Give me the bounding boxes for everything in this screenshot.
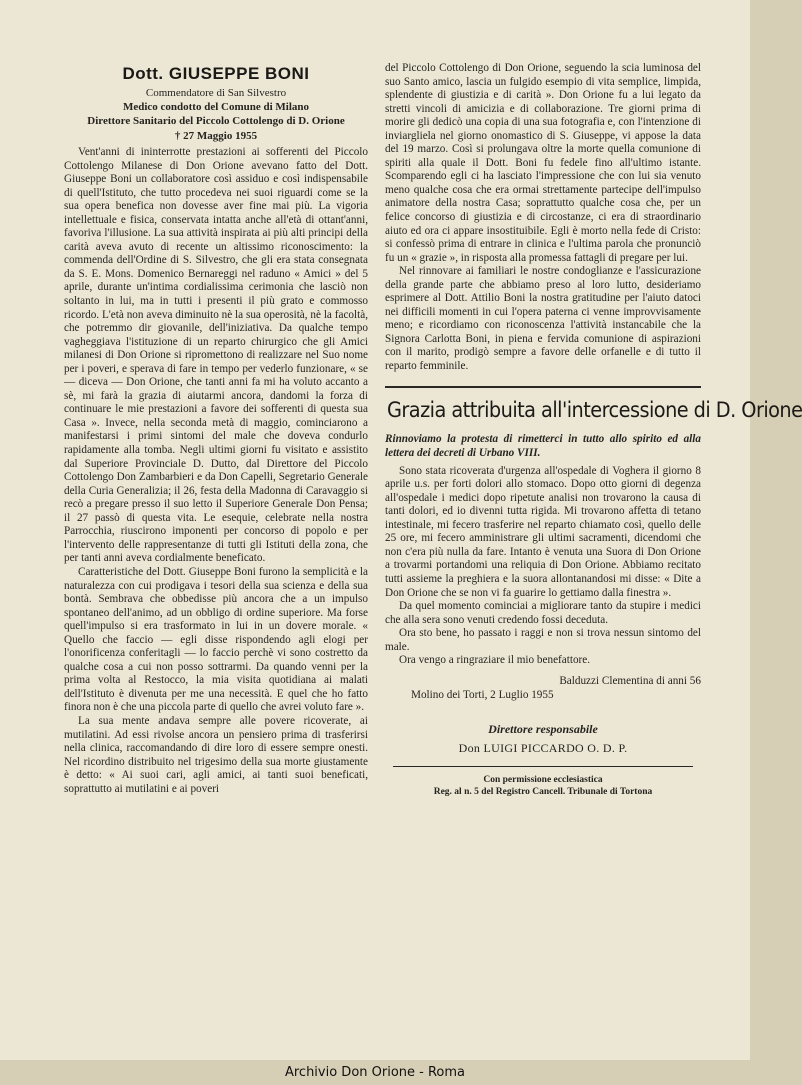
grazia-paragraph: Da quel momento cominciai a migliorare tanto da stupire i medici che alla sera sono venuti credendo fossi deceduta.	[385, 600, 701, 626]
obituary-name: Dott. GIUSEPPE BONI	[122, 64, 310, 83]
director-label: Direttore responsabile	[488, 721, 598, 736]
archive-footer: Archivio Don Orione - Roma	[0, 1060, 750, 1085]
obituary-continuation: Nel rinnovare ai familiari le nostre condoglianze e l'assicurazione della grande parte che abbiamo preso al loro lutto, desideriamo esprimere al Dott. Attilio Boni la nostra gratitudine per l'aiuto datoci nei difficili momenti in cui l'opera paterna ci venne improvvisamente meno; e ricordiamo con riconoscenza l'attività instancabile che la Signora Carlotta Boni, in piena e fervida comunione di aspirazioni con il marito, prodigò sempre a favore delle orfanelle e di tutto il reparto femminile.	[385, 265, 701, 373]
grazia-paragraph: Sono stata ricoverata d'urgenza all'ospedale di Voghera il giorno 8 aprile u.s. per forti dolori allo stomaco. Dopo otto giorni di degenza all'ospedale i medici dopo ripetute analisi non trovarono la causa di tanti dolori, ed io divenni tutta rigida. Mi trovarono affetta di tetano intestinale, mi fecero trasferire nel reparto chiamato così, quello delle 25 ore, mi fecero amministrare gli ultimi sacramenti, dicendomi che non c'era più nulla da fare. Intanto è venuta una Suora di Don Orione a trovarmi portandomi una reliquia di Don Orione. Abbiamo recitato tutti assieme la preghiera e la suora allontanandosi mi disse: « Dite a Don Orione che se non vi fa guarire lo gettiamo dalla finestra ».	[385, 464, 701, 599]
director-block	[385, 722, 701, 756]
registration-note: Reg. al n. 5 del Registro Cancell. Tribunale di Tortona	[433, 786, 653, 797]
grazia-paragraph: Ora vengo a ringraziare il mio benefattore.	[399, 654, 591, 667]
right-column	[385, 62, 802, 797]
obituary-paragraph: Vent'anni di ininterrotte prestazioni ai sofferenti del Piccolo Cottolengo Milanese di Don Orione avevano fatto del Dott. Giuseppe Boni un collaboratore così assiduo e così indispensabile di quell'Istituto, che tutto procedeva nei suoi riguardi come se la sua opera benefica non dovesse aver fine mai più. La vigoria intellettuale e fisica, conservata intatta anche all'età di ottant'anni, favoriva l'illusione. La sua attività inspirata ai più alti principi della carità aveva avuto di recente un altissimo riconoscimento: la commenda dell'Ordine di S. Silvestro, che gli era stata consegnata da S. E. Mons. Domenico Bernareggi nel raduno « Amici » del 5 aprile, durante un'intima cordialissima cerimonia che lasciò non soltanto in lui, ma in tutti i presenti il più grato e commosso ricordo. L'età non aveva diminuito nè la sua operosità, nè la facoltà, che potremmo dir giovanile, dell'iniziativa. Da qualche tempo vagheggiava l'istituzione di un reparto chirurgico che gli Amici milanesi di Don Orione si ripromettono di realizzare nel Suo nome per i poveri, e sperava di fare in tempo per vederlo funzionare, « se — diceva — Don Orione, che tanti anni fa mi ha voluto accanto a sè, mi farà la grazia di aiutarmi ancora, dandomi la forza di continuare le mie prestazioni a favore dei sofferenti di questa sua Casa ». Invece, nella seconda metà di maggio, cominciarono a manifestarsi i primi sintomi del male che doveva condurlo rapidamente alla tomba. Negli ultimi giorni fu visitato e assistito dal Superiore Provinciale D. Dutto, dal Direttore del Piccolo Cottolengo Don Zambarbieri e da Don Capelli, Segretario Generale della Curia Generalizia; il 26, festa della Madonna di Caravaggio si recò a pregare presso il suo letto il Superiore Generale Don Pensa; il 27 passò di questa vita. Le esequie, celebrate nella nostra Parrocchia, riuscirono imponenti per concorso di popolo e per l'intervento delle rappresentanze di tutti gli Istituti della zona, che per tanti anni aveva cordialmente beneficato.	[64, 146, 368, 565]
obituary-date: † 27 Maggio 1955	[174, 130, 258, 142]
ecclesiastical-permission: Con permissione ecclesiastica	[483, 774, 603, 785]
grazia-place-date: Molino dei Torti, 2 Luglio 1955	[411, 688, 554, 701]
left-column	[64, 60, 368, 796]
director-name: Don LUIGI PICCARDO O. D. P.	[458, 740, 628, 755]
grazia-intro: Rinnoviamo la protesta di rimetterci in tutto allo spirito ed alla lettera dei decreti di Urbano VIII.	[385, 432, 701, 459]
grazia-title: Grazia attribuita all'intercessione di D. Orione	[387, 397, 802, 422]
obituary-role-1: Medico condotto del Comune di Milano	[122, 101, 310, 113]
obituary-continuation: del Piccolo Cottolengo di Don Orione, seguendo la scia luminosa del suo Santo amico, lascia un fulgido esempio di vita semplice, limpida, splendente di giustizia e di carità ». Don Orione fu a lui legato da stretti vincoli di amicizia e di collaborazione. Tre giorni prima di morire gli dedicò una copia di una sua fotografia e, con l'intenzione di inviargliela nel giorno onomastico di S. Giuseppe, vi appose la data del 19 marzo. Così si prolungava oltre la morte quella comunione di spiriti alla quale il Dott. Boni fu fedele fino all'ultimo istante. Scomparendo egli ci ha lasciato l'impressione che con lui sia venuto meno qualche cosa che era ormai strettamente partecipe dell'impulso animatore della nostra Casa; soprattutto qualche cosa che, per un felice concorso di giustizia e di circostanze, ci era di straordinario aiuto ed ora ci appare insostituibile. Egli è morto nella fede di Cristo: si confessò prima di entrare in clinica e l'ultima parola che pronunciò fu un « grazie », in risposta alla promessa fattagli di pregare per lui.	[385, 62, 701, 264]
section-divider	[385, 386, 701, 388]
obituary-paragraph: La sua mente andava sempre alle povere ricoverate, ai mutilatini. Ad essi rivolse ancora un pensiero prima di trasferirsi nella clinica, raccomandando di dire loro di essere sempre onesti. Nel ricordino distribuito nel trigesimo della sua morte giustamente è detto: « Ai suoi cari, agli amici, ai tanti suoi beneficati, soprattutto ai mutilatini e ai poveri	[64, 714, 368, 795]
obituary-role-2: Direttore Sanitario del Piccolo Cottolengo di D. Orione	[87, 115, 345, 127]
grazia-signature: Balduzzi Clementina di anni 56	[559, 674, 701, 687]
obituary-paragraph: Caratteristiche del Dott. Giuseppe Boni furono la semplicità e la naturalezza con cui prodigava i tesori della sua scienza e della sua bontà. Sembrava che obbedisse più ancora che a un impulso spontaneo dell'animo, ad un obbligo di ordine superiore. Ma forse quell'impulso si era trasformato in lui in un dovere morale. « Quello che faccio — egli disse rispondendo agli elogi per l'onorificenza conferitagli — lo faccio perchè vi sono costretto da qualche cosa a cui non posso sottrarmi. Da quando venni per la prima volta al Restocco, la mia visita quotidiana ai malati dell'Istituto è divenuta per me una necessità. E quel che ho fatto finora non è che una piccola parte di quello che avrei voluto fare ».	[64, 565, 368, 714]
colophon-divider	[393, 766, 693, 767]
obituary-subtitle: Commendatore di San Silvestro	[145, 87, 287, 99]
grazia-paragraph: Ora sto bene, ho passato i raggi e non si trova nessun sintomo del male.	[385, 627, 701, 653]
